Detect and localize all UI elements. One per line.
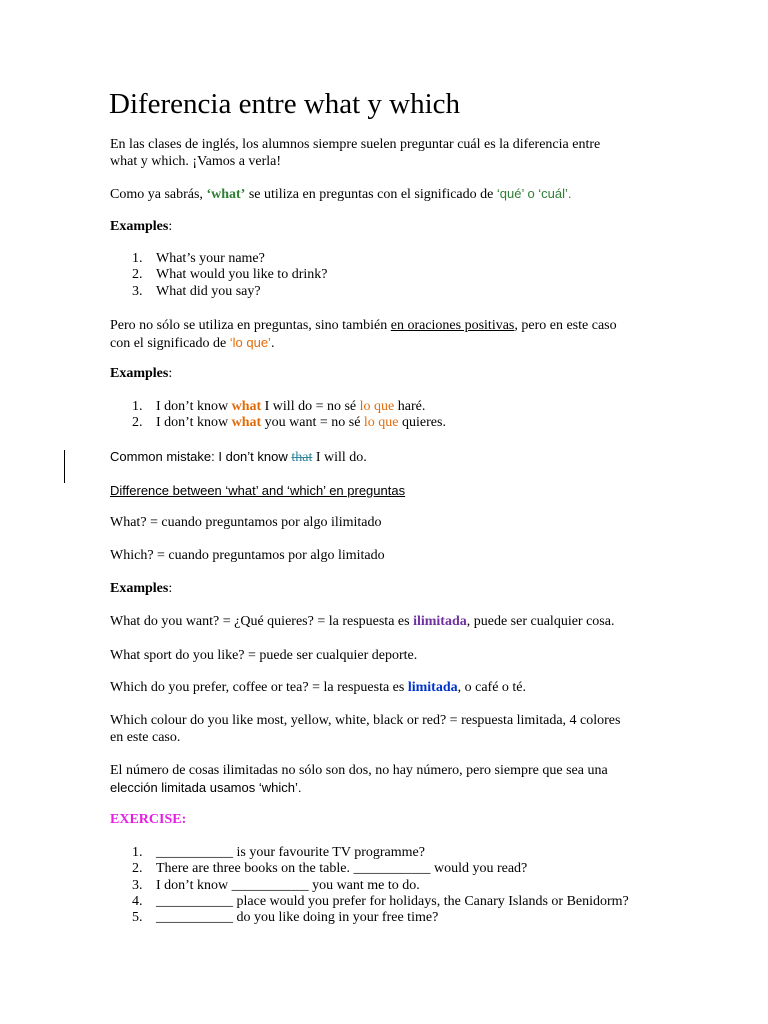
examples-colon: : bbox=[168, 219, 173, 234]
limitada-highlight: limitada bbox=[407, 680, 458, 695]
pero-underlined: en oraciones positivas bbox=[390, 318, 515, 333]
como-paragraph bbox=[110, 186, 572, 204]
list-item bbox=[110, 251, 327, 267]
question-examples-list bbox=[110, 251, 327, 300]
example-sentence-4 bbox=[110, 713, 620, 746]
list-number: 2. bbox=[132, 861, 143, 877]
exercise-item bbox=[110, 894, 629, 910]
pero-period: . bbox=[270, 335, 275, 351]
examples-label-text: Examples bbox=[110, 219, 169, 234]
example-sentence-2: What sport do you like? = puede ser cualquier deporte. bbox=[110, 648, 418, 663]
intro-line-1: En las clases de inglés, los alumnos siempre suelen preguntar cuál es la diferencia entre bbox=[110, 137, 601, 152]
list-item bbox=[110, 415, 446, 431]
list-item bbox=[110, 284, 327, 300]
exercise-text: ___________ is your favourite TV programme? bbox=[156, 845, 425, 860]
example-part: I don’t know bbox=[156, 415, 232, 431]
document-title: Diferencia entre what y which bbox=[109, 88, 461, 120]
lo-que-meaning: ‘lo que’ bbox=[229, 334, 271, 350]
change-bar bbox=[64, 450, 65, 483]
numero-line-2: elección limitada usamos ‘which’. bbox=[110, 779, 302, 795]
ex3-pre: Which do you prefer, coffee or tea? = la respuesta es bbox=[110, 680, 408, 695]
lo-que-highlight: lo que bbox=[363, 415, 399, 431]
list-number: 2. bbox=[132, 267, 143, 283]
pero-paragraph bbox=[110, 318, 617, 352]
lo-que-highlight: lo que bbox=[359, 399, 395, 414]
list-item bbox=[110, 399, 446, 415]
exercise-item bbox=[110, 861, 629, 877]
list-number: 2. bbox=[132, 415, 143, 431]
list-number: 5. bbox=[132, 910, 143, 926]
examples-label-1 bbox=[110, 219, 172, 236]
list-number: 1. bbox=[132, 845, 143, 860]
examples-colon: : bbox=[168, 581, 173, 596]
exercise-text: There are three books on the table. ___________ would you read? bbox=[156, 861, 528, 877]
examples-label-2 bbox=[110, 366, 172, 383]
examples-label-text: Examples bbox=[110, 366, 169, 381]
exercise-item bbox=[110, 845, 629, 861]
list-number: 1. bbox=[132, 251, 143, 266]
numero-line-1: El número de cosas ilimitadas no sólo son dos, no hay número, pero siempre que sea una bbox=[110, 763, 608, 778]
exercise-text: ___________ do you like doing in your free time? bbox=[156, 910, 439, 926]
what-term: ‘what’ bbox=[206, 187, 246, 202]
como-pre: Como ya sabrás, bbox=[110, 187, 207, 202]
list-item-text: What’s your name? bbox=[156, 251, 265, 266]
list-number: 3. bbox=[132, 283, 143, 299]
exercise-item bbox=[110, 910, 629, 926]
exercise-item bbox=[110, 878, 629, 894]
what-definition: What? = cuando preguntamos por algo ilimitado bbox=[110, 515, 382, 530]
examples-label-3 bbox=[110, 581, 172, 598]
example-sentence-3 bbox=[110, 680, 526, 697]
exercise-text: I don’t know ___________ you want me to do. bbox=[156, 877, 420, 893]
exercise-list bbox=[110, 845, 629, 926]
ex4-line-1: Which colour do you like most, yellow, white, black or red? = respuesta limitada, 4 colores bbox=[110, 713, 621, 728]
mistake-pre: Common mistake: I don’t know bbox=[110, 449, 292, 464]
list-number: 1. bbox=[132, 399, 143, 414]
example-part: I will do = no sé bbox=[261, 399, 360, 414]
what-meaning: ‘qué’ o ‘cuál’. bbox=[496, 186, 572, 201]
which-definition: Which? = cuando preguntamos por algo limitado bbox=[110, 548, 385, 563]
example-part: you want = no sé bbox=[261, 415, 364, 431]
difference-heading: Difference between ‘what’ and ‘which’ en preguntas bbox=[110, 483, 406, 498]
exercise-heading: EXERCISE: bbox=[110, 812, 187, 827]
ex1-post: , puede ser cualquier cosa. bbox=[466, 614, 615, 629]
exercise-text: ___________ place would you prefer for holidays, the Canary Islands or Benidorm? bbox=[156, 893, 629, 909]
ilimitada-highlight: ilimitada bbox=[413, 614, 467, 629]
como-mid: se utiliza en preguntas con el significado de bbox=[245, 187, 497, 202]
pero-line2-pre: con el significado de bbox=[110, 335, 230, 351]
what-highlight: what bbox=[231, 399, 262, 414]
common-mistake bbox=[110, 449, 367, 467]
list-item bbox=[110, 267, 327, 283]
ex4-line-2: en este caso. bbox=[110, 729, 181, 745]
ex3-post: , o café o té. bbox=[457, 680, 527, 695]
ex1-pre: What do you want? = ¿Qué quieres? = la respuesta es bbox=[110, 614, 414, 629]
pero-pre: Pero no sólo se utiliza en preguntas, sino también bbox=[110, 318, 391, 333]
examples-label-text: Examples bbox=[110, 581, 169, 596]
example-part: haré. bbox=[394, 399, 426, 414]
example-part: quieres. bbox=[398, 415, 446, 431]
example-part: I don’t know bbox=[156, 399, 232, 414]
numero-paragraph bbox=[110, 763, 608, 797]
list-number: 3. bbox=[132, 877, 143, 893]
struck-word: that bbox=[291, 450, 313, 465]
list-number: 4. bbox=[132, 893, 143, 909]
pero-post: , pero en este caso bbox=[514, 318, 617, 333]
what-highlight: what bbox=[231, 415, 262, 431]
list-item-text: What did you say? bbox=[156, 283, 261, 299]
examples-colon: : bbox=[168, 366, 173, 381]
intro-line-2: what y which. ¡Vamos a verla! bbox=[110, 153, 282, 169]
positive-examples-list bbox=[110, 399, 446, 432]
intro-paragraph bbox=[110, 137, 600, 170]
example-sentence-1 bbox=[110, 614, 614, 631]
mistake-post: I will do. bbox=[312, 450, 367, 465]
list-item-text: What would you like to drink? bbox=[156, 267, 328, 283]
